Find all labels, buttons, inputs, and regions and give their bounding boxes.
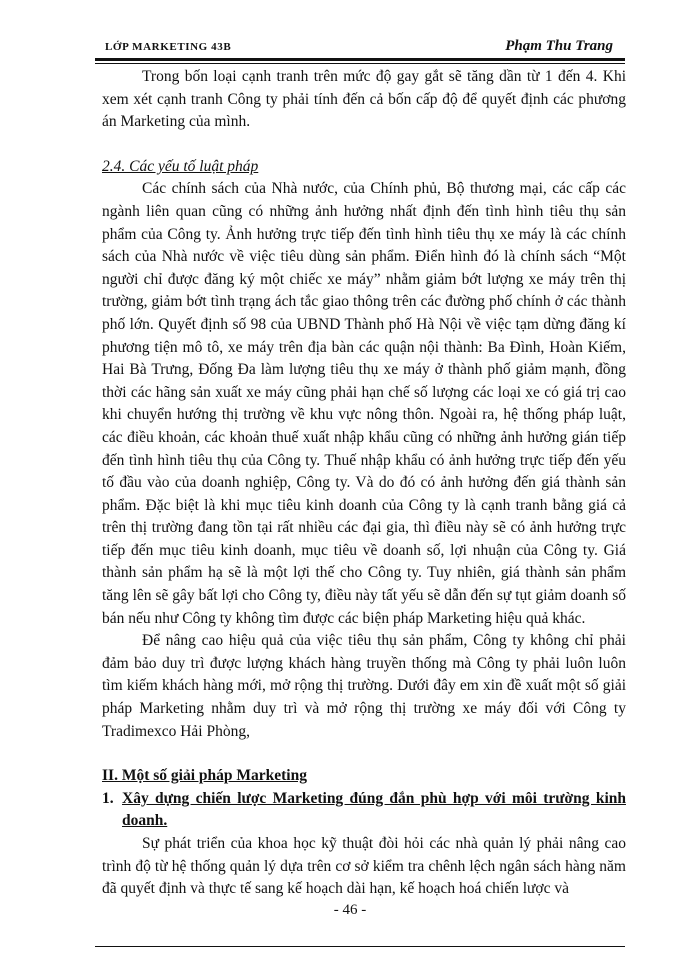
header-thick-rule	[95, 58, 625, 61]
paragraph-legal-factors: Các chính sách của Nhà nước, của Chính phủ, Bộ thương mại, các cấp các ngành liên quan cũng có những ảnh hưởng nhất định đến tình hình tiêu thụ sản phẩm của Công ty. Ảnh hưởng trực tiếp đến tình hình tiêu thụ xe máy là các chính sách của Nhà nước về việc tiêu dùng sản phẩm. Điển hình đó là chính sách “Một người chỉ được đăng ký một chiếc xe máy” nhằm giảm bớt lượng xe máy trên thị trường, giảm bớt tình trạng ách tắc giao thông trên các đường phố chính ở các thành phố lớn. Quyết định số 98 của UBND Thành phố Hà Nội về việc tạm dừng đăng kí phương tiện mô tô, xe máy trên địa bàn các quận nội thành: Ba Đình, Hoàn Kiếm, Hai Bà Trưng, Đống Đa làm lượng tiêu thụ xe máy ở thành phố giảm mạnh, đồng thời các hãng sản xuất xe máy cũng phải hạn chế số lượng các loại xe có giá trị cao khi chuyển hướng thị trường về khu vực nông thôn. Ngoài ra, hệ thống pháp luật, các điều khoản, các khoản thuế xuất nhập khẩu cũng có những ảnh hưởng gián tiếp đến tình hình tiêu thụ của Công ty. Thuế nhập khẩu có ảnh hưởng trực tiếp đến yếu tố đầu vào của doanh nghiệp, Công ty. Và do đó có ảnh hưởng đến giá thành sản phẩm. Đặc biệt là khi mục tiêu kinh doanh của Công ty là cạnh tranh bằng giá cả trên thị trường đang tồn tại rất nhiều các đại gia, thì điều này sẽ có ảnh hưởng trực tiếp đến mục tiêu kinh doanh, mục tiêu về doanh số, lợi nhuận của Công ty. Giá thành sản phẩm hạ sẽ là một lợi thế cho Công ty. Tuy nhiên, giá thành sản phẩm tăng lên sẽ gây bất lợi cho Công ty, điều này tất yếu sẽ dẫn đến sự tụt giảm doanh số bán nếu như Công ty không tìm được các biện pháp Marketing hiệu quả khác.	[102, 180, 626, 627]
numbered-heading-strategy	[102, 788, 626, 833]
section-heading-marketing-solutions: II. Một số giải pháp Marketing	[102, 767, 307, 785]
footer-rule	[95, 946, 625, 947]
page-header	[95, 38, 625, 57]
section-heading-legal-factors: 2.4. Các yếu tố luật pháp	[102, 157, 259, 175]
spacer	[102, 134, 626, 156]
header-class-label: LỚP MARKETING 43B	[105, 41, 232, 53]
paragraph-competition: Trong bốn loại cạnh tranh trên mức độ gay gắt sẽ tăng dần từ 1 đến 4. Khi xem xét cạnh tranh Công ty phải tính đến cả bốn cấp độ để quyết định các phương án Marketing của mình.	[102, 68, 626, 131]
paragraph-proposal-intro: Để nâng cao hiệu quả của việc tiêu thụ sản phẩm, Công ty không chỉ phải đảm bảo duy trì được lượng khách hàng truyền thống mà Công ty phải luôn luôn tìm kiếm khách hàng mới, mở rộng thị trường. Dưới đây em xin đề xuất một số giải pháp Marketing nhằm duy trì và mở rộng thị trường xe máy đối với Công ty Tradimexco Hải Phòng,	[102, 632, 626, 740]
page-number: - 46 -	[333, 902, 367, 918]
header-author-name: Phạm Thu Trang	[505, 38, 613, 54]
paragraph-strategy: Sự phát triển của khoa học kỹ thuật đòi hỏi các nhà quản lý phải nâng cao trình độ từ hệ thống quản lý dựa trên cơ sở kiểm tra chênh lệch ngân sách hàng năm đã quyết định và thực tế sang kế hoạch dài hạn, kế hoạch hoá chiến lược và	[102, 835, 626, 898]
list-number: 1.	[102, 789, 114, 807]
numbered-heading-text: Xây dựng chiến lược Marketing đúng đắn phù hợp với môi trường kinh doanh.	[122, 789, 626, 830]
spacer	[102, 743, 626, 765]
document-body	[102, 66, 626, 901]
header-thin-rule	[95, 63, 625, 64]
